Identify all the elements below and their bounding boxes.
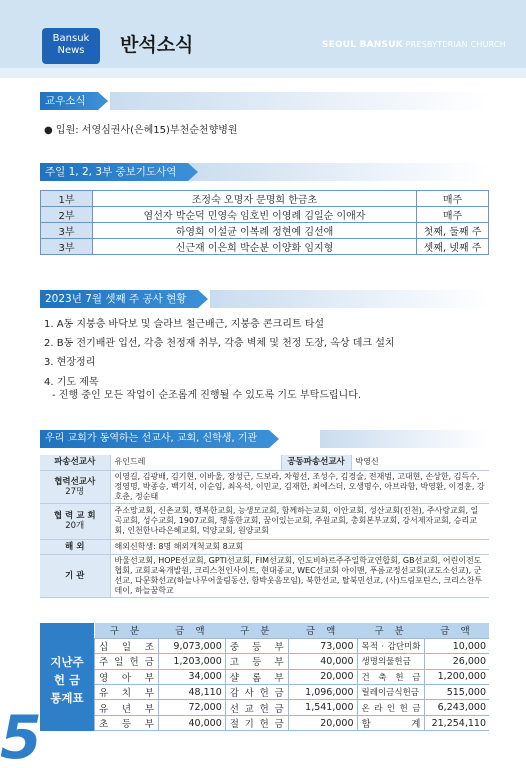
construction-item: - 진행 중인 모든 작업이 순조롭게 진행될 수 있도록 기도 부탁드립니다. xyxy=(52,390,362,401)
category-cell: 십 일 조 xyxy=(95,638,159,653)
mission-label-count: 27명 xyxy=(65,486,85,497)
table-row xyxy=(95,715,490,730)
table-row xyxy=(40,455,489,470)
prayer-part: 3부 xyxy=(41,223,93,239)
mission-value: 박영신 xyxy=(351,455,489,470)
construction-item: 2. B동 전기배관 입선, 각층 천정재 취부, 각층 벽체 및 천정 도장, 옥상 데크 설치 xyxy=(44,338,395,349)
prayer-names: 하영희 이설균 이복례 정현예 김선애 xyxy=(93,223,417,239)
section-construction-header xyxy=(40,290,489,308)
category-cell: 유 치 부 xyxy=(95,685,159,700)
category-cell: 고 등 부 xyxy=(225,654,288,669)
category-cell: 온 라 인 헌 금 xyxy=(357,700,425,715)
column-header: 구 분 xyxy=(225,623,288,638)
side-label-line: 헌 금 xyxy=(53,673,81,687)
table-row xyxy=(41,223,489,239)
table-header-row xyxy=(95,623,490,638)
section-fade xyxy=(180,163,489,181)
total-label: 합 계 xyxy=(357,715,425,730)
prayer-part: 2부 xyxy=(41,207,93,223)
amount-cell: 9,073,000 xyxy=(158,638,225,653)
side-label-line: 통계표 xyxy=(50,691,84,705)
mission-table xyxy=(40,455,489,598)
section-prayer-title: 주일 1, 2, 3부 중보기도사역 xyxy=(40,163,188,181)
amount-cell: 10,000 xyxy=(425,638,489,653)
column-header: 구 분 xyxy=(357,623,425,638)
category-cell: 주 일 헌 금 xyxy=(95,654,159,669)
section-fade xyxy=(320,430,489,448)
section-construction-title: 2023년 7월 셋째 주 공사 현황 xyxy=(40,290,198,308)
category-cell: 초 등 부 xyxy=(95,715,159,730)
table-row xyxy=(40,554,489,597)
mission-value: 유인드레 xyxy=(110,455,281,470)
header-divider xyxy=(0,68,526,78)
table-row xyxy=(40,470,489,503)
construction-item: 4. 기도 제목 xyxy=(44,377,99,388)
section-mission-title: 우리 교회가 동역하는 선교사, 교회, 신학생, 기관 xyxy=(40,430,269,448)
category-cell: 건 축 헌 금 xyxy=(357,669,425,684)
mission-label: 해 외 xyxy=(40,539,110,554)
prayer-schedule: 첫째, 둘째 주 xyxy=(417,223,489,239)
bullet-dot-icon: ● xyxy=(44,125,53,136)
prayer-part: 3부 xyxy=(41,239,93,255)
news-item xyxy=(44,121,238,136)
mission-value: 해외신학생: 8명 해외개척교회 8교회 xyxy=(110,539,489,554)
column-header: 구 분 xyxy=(95,623,159,638)
prayer-schedule: 매주 xyxy=(417,191,489,207)
category-cell: 절 기 헌 금 xyxy=(225,715,288,730)
table-row xyxy=(41,207,489,223)
prayer-names: 염선자 박순덕 민영숙 임호빈 이영례 김일순 이애자 xyxy=(93,207,417,223)
section-news-header xyxy=(40,92,489,110)
table-row xyxy=(95,638,490,653)
table-row xyxy=(40,503,489,539)
page-number: 5 xyxy=(0,703,42,768)
church-name-bold: SEOUL BANSUK xyxy=(321,40,403,50)
mission-value: 바울선교회, HOPE선교회, GPTI선교회, FIM선교회, 인도비하르주주일학교연합회, GB선교회, 어린이전도협회, 교회교육개발원, 크리스천인사이트, 현대종교, WEC선교회 아이맨, 푸름교정선교회(교도소선교), 군선교, 다문화선교(하늘나무어울림동산, 함박웃음모임), 북한선교, 탈북민선교, (사)드림포틴스, 크리스찬투데이, 하늘꿈학교 xyxy=(110,554,489,597)
amount-cell: 1,200,000 xyxy=(425,669,489,684)
offering-table xyxy=(94,623,489,731)
prayer-schedule: 셋째, 넷째 주 xyxy=(417,239,489,255)
category-cell: 생명의물헌금 xyxy=(357,654,425,669)
category-cell: 샬 롬 부 xyxy=(225,669,288,684)
category-cell: 감 사 헌 금 xyxy=(225,685,288,700)
section-fade xyxy=(110,92,489,110)
prayer-schedule: 매주 xyxy=(417,207,489,223)
section-prayer-header xyxy=(40,163,489,181)
page-header xyxy=(0,0,526,68)
amount-cell: 34,000 xyxy=(158,669,225,684)
amount-cell: 72,000 xyxy=(158,700,225,715)
amount-cell: 20,000 xyxy=(288,715,357,730)
prayer-part: 1부 xyxy=(41,191,93,207)
logo-line2: News xyxy=(57,45,85,56)
mission-label-count: 20개 xyxy=(65,521,85,531)
category-cell: 중 등 부 xyxy=(225,638,288,653)
prayer-table xyxy=(40,190,489,255)
table-row xyxy=(95,669,490,684)
category-cell: 선 교 헌 금 xyxy=(225,700,288,715)
amount-cell: 515,000 xyxy=(425,685,489,700)
church-english-name xyxy=(322,40,506,50)
category-cell: 목적 · 감단미화 xyxy=(357,638,425,653)
amount-cell: 26,000 xyxy=(425,654,489,669)
table-row xyxy=(95,685,490,700)
amount-cell: 40,000 xyxy=(288,654,357,669)
amount-cell: 40,000 xyxy=(158,715,225,730)
table-row xyxy=(95,654,490,669)
church-name-rest: PRESBYTERIAN CHURCH xyxy=(405,40,506,49)
amount-cell: 48,110 xyxy=(158,685,225,700)
mission-label-text: 협력선교사 xyxy=(54,476,96,487)
table-row xyxy=(95,700,490,715)
mission-label xyxy=(40,470,110,503)
amount-cell: 73,000 xyxy=(288,638,357,653)
mission-label xyxy=(40,503,110,539)
column-header: 금 액 xyxy=(288,623,357,638)
column-header: 금 액 xyxy=(425,623,489,638)
category-cell: 릴레이금식헌금 xyxy=(357,685,425,700)
table-row xyxy=(41,191,489,207)
construction-item: 3. 현장정리 xyxy=(44,357,96,368)
bansuk-news-logo xyxy=(42,28,100,64)
page-title: 반석소식 xyxy=(120,34,194,56)
mission-label: 파송선교사 xyxy=(40,455,110,470)
offering-side-label xyxy=(40,623,94,731)
news-item-text: 입원: 서영심권사(은혜15)부천순천향병원 xyxy=(55,125,238,136)
table-row xyxy=(40,539,489,554)
mission-value: 주소망교회, 신촌교회, 행복한교회, 능생모교회, 함께하는교회, 이안교회, 성산교회(진천), 주사랑교회, 일곡교회, 성수교회, 1907교회, 행동한교회, 꿈이있는교회, 주원교회, 총회본부교회, 강서제자교회, 승리교회, 인천한나라은혜교회, 덕양교회, 원양교회 xyxy=(110,503,489,539)
prayer-names: 조정숙 오명자 문명희 한금초 xyxy=(93,191,417,207)
section-news-title: 교우소식 xyxy=(40,92,98,110)
logo-line1: Bansuk xyxy=(52,33,90,44)
construction-item: 1. A동 지붕층 바닥보 및 슬라브 철근배근, 지붕층 콘크리트 타설 xyxy=(44,319,325,330)
amount-cell: 6,243,000 xyxy=(425,700,489,715)
column-header: 금 액 xyxy=(158,623,225,638)
category-cell: 유 년 부 xyxy=(95,700,159,715)
prayer-names: 신근재 이은희 박순분 이양화 임지형 xyxy=(93,239,417,255)
mission-value: 이영길, 김광배, 김기현, 이바울, 장성근, 드보라, 차형선, 조성수, 김경술, 전재범, 고대현, 손상한, 김득수,정영명, 박종승, 백기석, 이순임, 최옥석, 이민교, 김재한, 최에스더, 오생명수, 아브라함, 박영환, 이경훈, 강호춘, 정순태 xyxy=(110,470,489,503)
total-amount: 21,254,110 xyxy=(425,715,489,730)
section-mission-header xyxy=(40,430,489,448)
amount-cell: 1,203,000 xyxy=(158,654,225,669)
section-fade xyxy=(210,290,489,308)
mission-label-text: 협 력 교 회 xyxy=(53,511,96,521)
amount-cell: 1,096,000 xyxy=(288,685,357,700)
table-row xyxy=(41,239,489,255)
side-label-line: 지난주 xyxy=(50,655,84,669)
amount-cell: 20,000 xyxy=(288,669,357,684)
mission-label: 기 관 xyxy=(40,554,110,597)
mission-label: 공동파송선교사 xyxy=(281,455,351,470)
amount-cell: 1,541,000 xyxy=(288,700,357,715)
offering-statistics xyxy=(40,623,489,731)
category-cell: 영 아 부 xyxy=(95,669,159,684)
